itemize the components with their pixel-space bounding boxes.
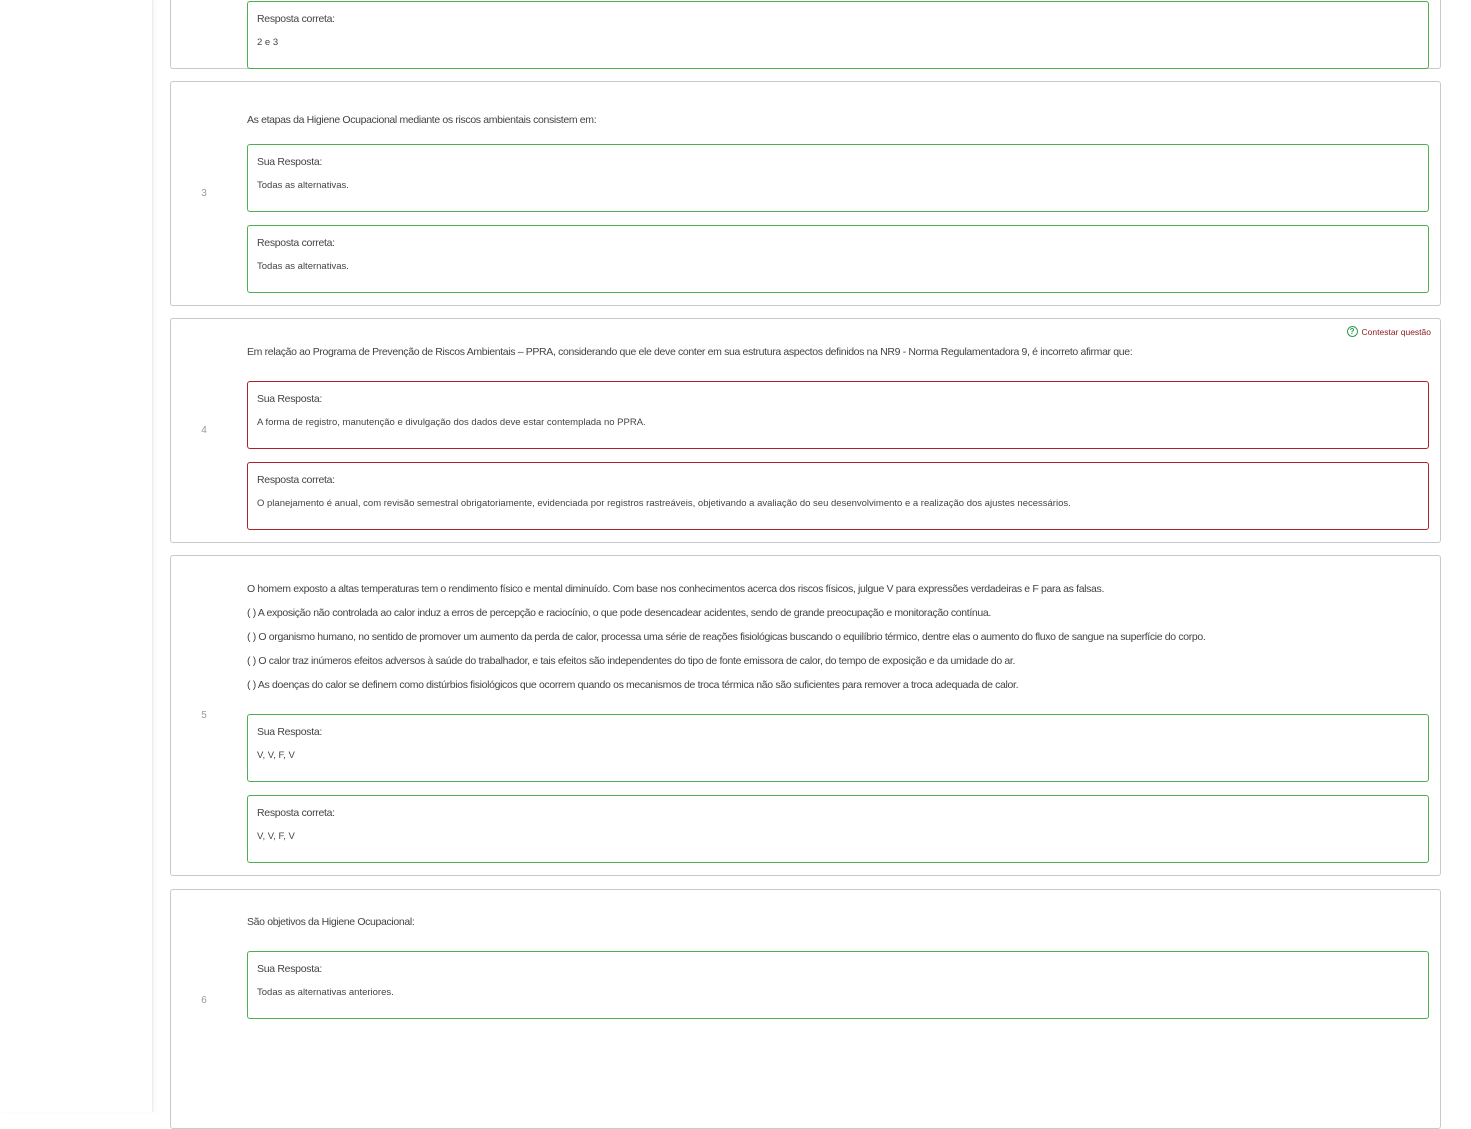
question-text (247, 340, 1428, 364)
correct-answer-value: V, V, F, V (257, 831, 295, 842)
correct-answer-value: 2 e 3 (257, 37, 279, 48)
question-line: ( ) O organismo humano, no sentido de promover um aumento da perda de calor, processa uma série de reações fisiológicas buscando o equilíbrio térmico, dentre elas o aumento do fluxo de sangue na superfície do corpo. (247, 631, 1206, 643)
your-answer-value: A forma de registro, manutenção e divulgação dos dados deve estar contemplada no PPRA. (257, 417, 646, 428)
question-text (247, 577, 1428, 697)
your-answer-box (247, 381, 1429, 449)
question-line: O homem exposto a altas temperaturas tem o rendimento físico e mental diminuído. Com base nos conhecimentos acerca dos riscos físicos, julgue V para expressões verdadeiras e F para as falsas. (247, 583, 1105, 595)
correct-answer-value: Todas as alternativas. (257, 261, 349, 272)
your-answer-label: Sua Resposta: (257, 393, 322, 405)
contest-label: Contestar questão (1361, 326, 1431, 337)
question-line: ( ) As doenças do calor se definem como distúrbios fisiológicos que ocorrem quando os mecanismos de troca térmica não são suficientes para remover a troca adequada de calor. (247, 679, 1019, 691)
correct-answer-box (247, 225, 1429, 293)
question-line: ( ) O calor traz inúmeros efeitos adversos à saúde do trabalhador, e tais efeitos são independentes do tipo de fonte emissora de calor, do tempo de exposição e da umidade do ar. (247, 655, 1016, 667)
question-line: As etapas da Higiene Ocupacional mediante os riscos ambientais consistem em: (247, 114, 597, 126)
correct-answer-box (247, 795, 1429, 863)
correct-answer-label: Resposta correta: (257, 807, 335, 819)
left-sidebar (0, 0, 153, 1112)
contest-question-link[interactable] (1347, 326, 1431, 337)
correct-answer-label: Resposta correta: (257, 13, 335, 25)
question-line: ( ) A exposição não controlada ao calor induz a erros de percepção e raciocínio, o que pode desencadear acidentes, sendo de grande preocupação e monitoração contínua. (247, 607, 991, 619)
question-number: 5 (201, 710, 207, 721)
your-answer-value: Todas as alternativas anteriores. (257, 987, 394, 998)
question-line: Em relação ao Programa de Prevenção de Riscos Ambientais – PPRA, considerando que ele deve conter em sua estrutura aspectos definidos na NR9 - Norma Regulamentadora 9, é incorreto afirmar que: (247, 346, 1133, 358)
your-answer-label: Sua Resposta: (257, 726, 322, 738)
question-number: 3 (201, 188, 207, 199)
help-circle-icon: ? (1347, 326, 1358, 337)
question-card-6 (170, 889, 1441, 1129)
question-card-4 (170, 318, 1441, 543)
correct-answer-box (247, 1, 1429, 69)
question-number: 6 (201, 995, 207, 1006)
your-answer-label: Sua Resposta: (257, 156, 322, 168)
question-number: 4 (201, 425, 207, 436)
correct-answer-label: Resposta correta: (257, 474, 335, 486)
your-answer-value: V, V, F, V (257, 750, 295, 761)
question-text (247, 910, 1428, 934)
your-answer-value: Todas as alternativas. (257, 180, 349, 191)
correct-answer-value: O planejamento é anual, com revisão semestral obrigatoriamente, evidenciada por registros rastreáveis, objetivando a avaliação do seu desenvolvimento e a realização dos ajustes necessários. (257, 498, 1071, 509)
correct-answer-box (247, 462, 1429, 530)
correct-answer-label: Resposta correta: (257, 237, 335, 249)
question-text (247, 108, 1428, 132)
question-card-5 (170, 555, 1441, 876)
your-answer-box (247, 144, 1429, 212)
your-answer-box (247, 951, 1429, 1019)
question-card-2 (170, 0, 1441, 69)
your-answer-label: Sua Resposta: (257, 963, 322, 975)
question-line: São objetivos da Higiene Ocupacional: (247, 916, 415, 928)
question-card-3 (170, 81, 1441, 306)
your-answer-box (247, 714, 1429, 782)
